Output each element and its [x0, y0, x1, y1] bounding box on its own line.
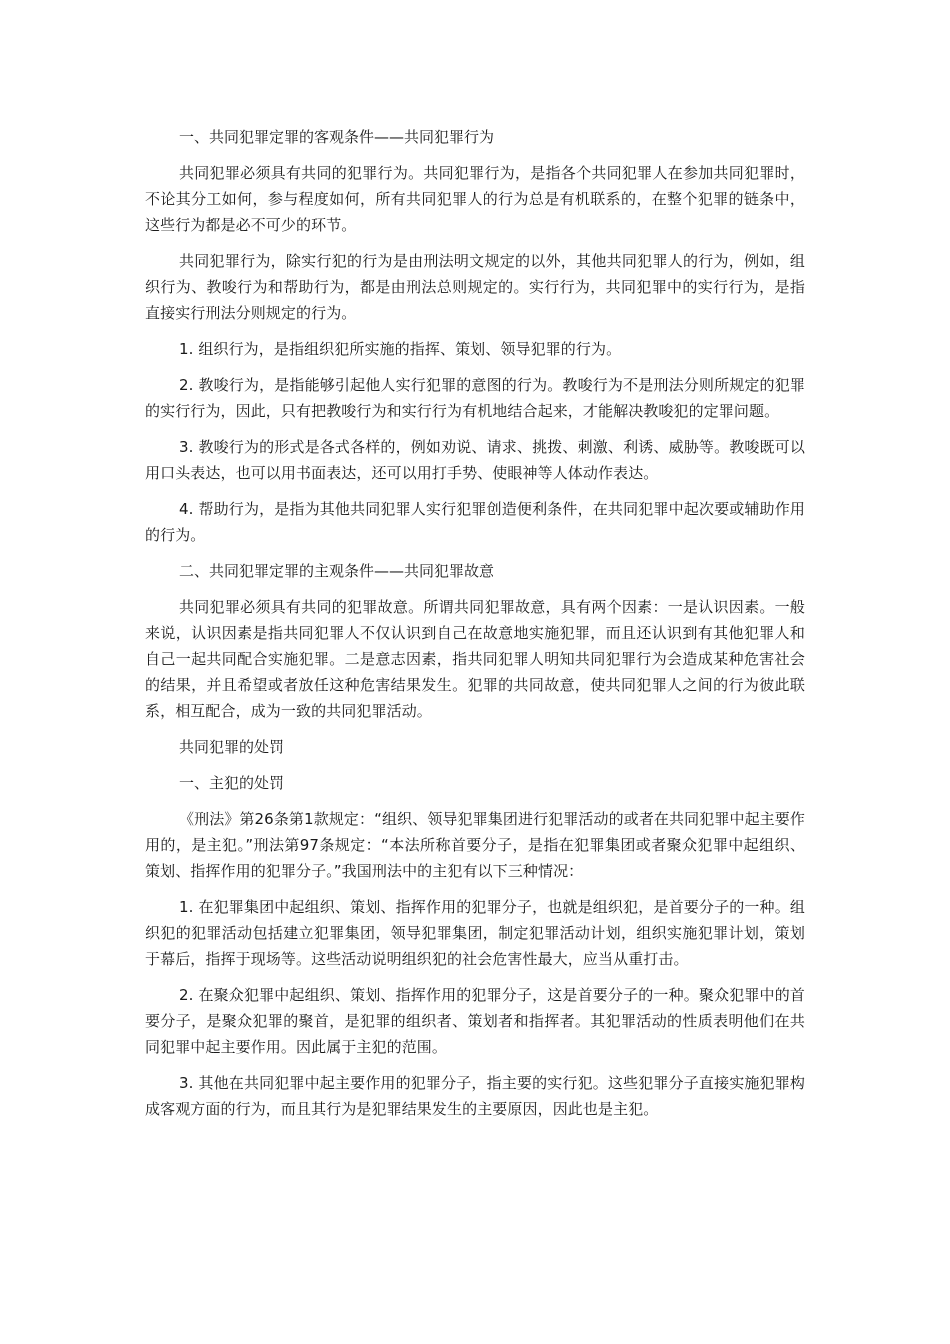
list-item: 4. 帮助行为，是指为其他共同犯罪人实行犯罪创造便利条件，在共同犯罪中起次要或辅助作用的行为。: [145, 500, 805, 544]
paragraph: 共同犯罪行为，除实行犯的行为是由刑法明文规定的以外，其他共同犯罪人的行为，例如，组织行为、教唆行为和帮助行为，都是由刑法总则规定的。实行行为，共同犯罪中的实行行为，是指直接实行刑法分则规定的行为。: [145, 252, 805, 322]
document-page: [145, 124, 805, 1132]
list-item: 2. 在聚众犯罪中起组织、策划、指挥作用的犯罪分子，这是首要分子的一种。聚众犯罪中的首要分子，是聚众犯罪的聚首，是犯罪的组织者、策划者和指挥者。其犯罪活动的性质表明他们在共同犯罪中起主要作用。因此属于主犯的范围。: [145, 986, 805, 1056]
paragraph: 共同犯罪必须具有共同的犯罪行为。共同犯罪行为，是指各个共同犯罪人在参加共同犯罪时，不论其分工如何，参与程度如何，所有共同犯罪人的行为总是有机联系的，在整个犯罪的链条中，这些行为都是必不可少的环节。: [145, 164, 805, 234]
section-heading-objective: 一、共同犯罪定罪的客观条件——共同犯罪行为: [179, 128, 495, 146]
list-item: 3. 教唆行为的形式是各式各样的，例如劝说、请求、挑拨、刺激、利诱、威胁等。教唆既可以用口头表达，也可以用书面表达，还可以用打手势、使眼神等人体动作表达。: [145, 438, 805, 482]
section-heading-principal: 一、主犯的处罚: [179, 774, 285, 792]
list-item: 2. 教唆行为，是指能够引起他人实行犯罪的意图的行为。教唆行为不是刑法分则所规定的犯罪的实行行为，因此，只有把教唆行为和实行行为有机地结合起来，才能解决教唆犯的定罪问题。: [145, 376, 805, 420]
list-item: 3. 其他在共同犯罪中起主要作用的犯罪分子，指主要的实行犯。这些犯罪分子直接实施犯罪构成客观方面的行为，而且其行为是犯罪结果发生的主要原因，因此也是主犯。: [145, 1074, 805, 1118]
list-item: 1. 组织行为，是指组织犯所实施的指挥、策划、领导犯罪的行为。: [179, 340, 622, 358]
list-item: 1. 在犯罪集团中起组织、策划、指挥作用的犯罪分子，也就是组织犯，是首要分子的一种。组织犯的犯罪活动包括建立犯罪集团，领导犯罪集团，制定犯罪活动计划，组织实施犯罪计划，策划于幕后，指挥于现场等。这些活动说明组织犯的社会危害性最大，应当从重打击。: [145, 898, 805, 968]
section-heading-punishment: 共同犯罪的处罚: [179, 738, 285, 756]
paragraph: 《刑法》第26条第1款规定：“组织、领导犯罪集团进行犯罪活动的或者在共同犯罪中起主要作用的，是主犯。”刑法第97条规定：“本法所称首要分子，是指在犯罪集团或者聚众犯罪中起组织、策划、指挥作用的犯罪分子。”我国刑法中的主犯有以下三种情况：: [145, 810, 805, 880]
paragraph: 共同犯罪必须具有共同的犯罪故意。所谓共同犯罪故意，具有两个因素：一是认识因素。一般来说，认识因素是指共同犯罪人不仅认识到自己在故意地实施犯罪，而且还认识到有其他犯罪人和自己一起共同配合实施犯罪。二是意志因素，指共同犯罪人明知共同犯罪行为会造成某种危害社会的结果，并且希望或者放任这种危害结果发生。犯罪的共同故意，使共同犯罪人之间的行为彼此联系，相互配合，成为一致的共同犯罪活动。: [145, 598, 805, 720]
section-heading-subjective: 二、共同犯罪定罪的主观条件——共同犯罪故意: [179, 562, 495, 580]
